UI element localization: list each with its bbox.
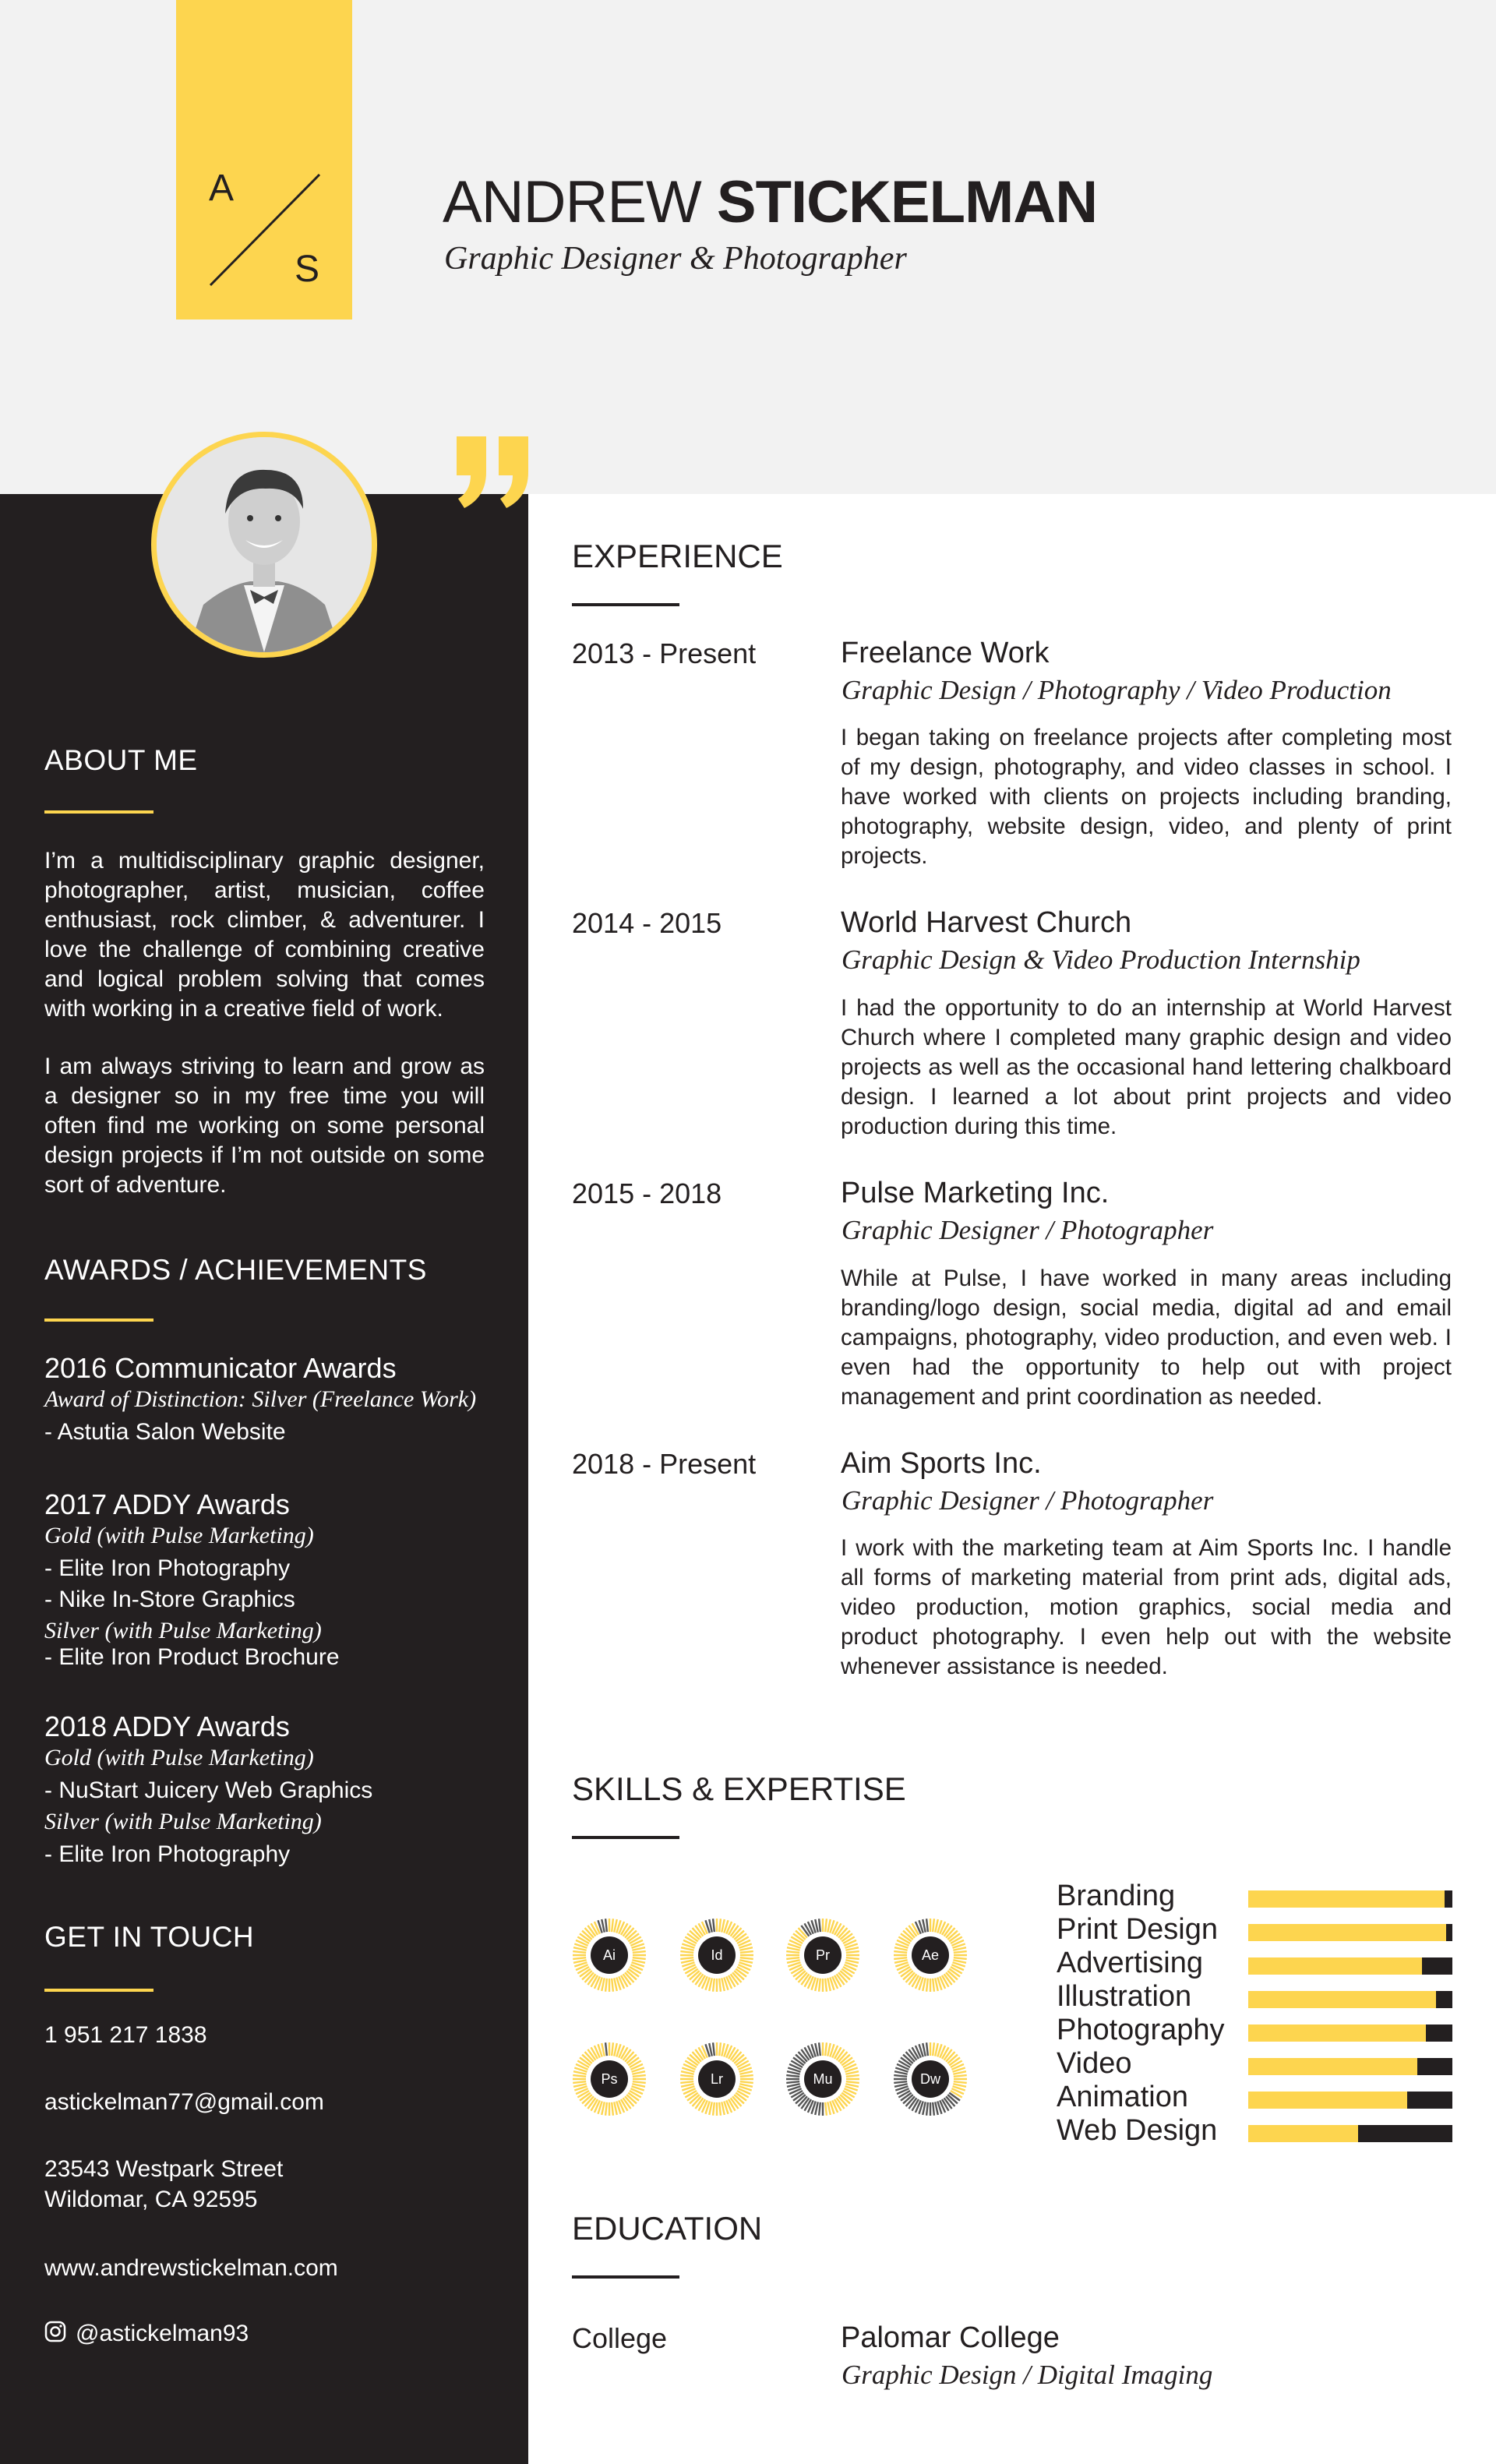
skill-abbr: Id — [711, 1947, 723, 1963]
skill-bar-fill — [1248, 2058, 1417, 2075]
software-skill-ps — [572, 2042, 647, 2116]
skill-bar — [1248, 1991, 1452, 2008]
full-name — [443, 168, 1097, 236]
phone-number[interactable]: 1 951 217 1838 — [44, 2022, 207, 2048]
address-line-1: 23543 Westpark Street — [44, 2156, 284, 2182]
award-note: Gold (with Pulse Marketing) — [44, 1523, 314, 1548]
award-item: - Nike In-Store Graphics — [44, 1587, 295, 1612]
award-note: Silver (with Pulse Marketing) — [44, 1618, 322, 1643]
award-note: Gold (with Pulse Marketing) — [44, 1745, 314, 1770]
job-role: Graphic Design / Photography / Video Production — [842, 675, 1392, 705]
about-paragraph-1: I’m a multidisciplinary graphic designer, photographer, artist, musician, coffee enthusiast, rock climber, & adventurer. I love the challenge of combining creative and logical problem solving that comes with working in a creative field of work. — [44, 848, 485, 1022]
software-skill-dw — [893, 2042, 968, 2116]
quote-mark-icon — [452, 436, 533, 545]
job-role: Graphic Design & Video Production Internship — [842, 944, 1360, 975]
website-link[interactable]: www.andrewstickelman.com — [44, 2255, 338, 2281]
award-item: - Elite Iron Photography — [44, 1555, 291, 1581]
monogram-slash — [176, 0, 352, 319]
school-name: Palomar College — [841, 2321, 1060, 2354]
education-program: Graphic Design / Digital Imaging — [842, 2360, 1213, 2390]
job-role: Graphic Designer / Photographer — [842, 1485, 1214, 1516]
skill-bar-label: Print Design — [1057, 1913, 1218, 1946]
award-note: Award of Distinction: Silver (Freelance Work) — [44, 1386, 477, 1412]
monogram-letter-a: A — [209, 168, 235, 209]
skill-bar — [1248, 1957, 1452, 1975]
skill-bar — [1248, 2092, 1452, 2109]
about-rule — [44, 810, 153, 814]
job-role: Graphic Designer / Photographer — [842, 1215, 1214, 1245]
skill-bar-fill — [1248, 2092, 1407, 2109]
skill-bar-fill — [1248, 1890, 1445, 1908]
software-skill-pr — [785, 1918, 860, 1993]
award-item: - NuStart Juicery Web Graphics — [44, 1777, 373, 1803]
experience-heading: EXPERIENCE — [572, 538, 783, 574]
monogram-block — [176, 0, 352, 319]
skill-bar-label: Photography — [1057, 2014, 1225, 2046]
software-skill-id — [679, 1918, 754, 1993]
software-skill-ae — [893, 1918, 968, 1993]
job-date: 2013 - Present — [572, 637, 757, 669]
skill-abbr: Dw — [920, 2071, 940, 2087]
job-description: I work with the marketing team at Aim Sports Inc. I handle all forms of marketing material from print ads, digital ads, video production, motion graphics, social media and product photography. I even help out with the website whenever assistance is needed. — [841, 1535, 1452, 1679]
skill-abbr: Mu — [813, 2071, 833, 2087]
about-heading: ABOUT ME — [44, 744, 198, 776]
about-paragraph-2: I am always striving to learn and grow as a designer so in my free time you will often find me working on some personal design projects if I’m not outside on some sort of adventure. — [44, 1054, 485, 1198]
skill-bar — [1248, 2025, 1452, 2042]
job-description: I had the opportunity to do an internship at World Harvest Church where I completed many graphic design and video projects as well as the occasional hand lettering chalkboard design. I learned a lot about print projects and video production during this time. — [841, 995, 1452, 1139]
award-note: Silver (with Pulse Marketing) — [44, 1809, 322, 1834]
job-title: Freelance Work — [841, 637, 1050, 669]
award-title: 2017 ADDY Awards — [44, 1488, 290, 1520]
skill-abbr: Pr — [816, 1947, 830, 1963]
job-date: 2015 - 2018 — [572, 1177, 722, 1209]
skill-bar-label: Video — [1057, 2047, 1132, 2080]
award-title: 2016 Communicator Awards — [44, 1352, 397, 1384]
skill-abbr: Lr — [710, 2071, 723, 2087]
job-date: 2018 - Present — [572, 1448, 757, 1480]
job-description: I began taking on freelance projects after completing most of my design, photography, and video classes in school. I have worked with clients on projects including branding, photography, website design, video, and plenty of print projects. — [841, 725, 1452, 869]
awards-heading: AWARDS / ACHIEVEMENTS — [44, 1254, 427, 1286]
skill-bar — [1248, 2125, 1452, 2142]
experience-rule — [572, 603, 679, 606]
skill-bar-label: Advertising — [1057, 1947, 1203, 1979]
contact-heading: GET IN TOUCH — [44, 1921, 255, 1953]
education-rule — [572, 2275, 679, 2279]
award-item: - Elite Iron Photography — [44, 1841, 291, 1867]
skill-bar-label: Illustration — [1057, 1980, 1192, 2013]
award-item: - Elite Iron Product Brochure — [44, 1644, 340, 1670]
skill-bar — [1248, 2058, 1452, 2075]
skills-heading: SKILLS & EXPERTISE — [572, 1770, 906, 1807]
instagram-handle[interactable]: @astickelman93 — [76, 2321, 249, 2346]
education-label: College — [572, 2322, 668, 2354]
job-title: World Harvest Church — [841, 906, 1132, 939]
skill-abbr: Ae — [921, 1947, 940, 1963]
skill-bar-fill — [1248, 1924, 1446, 1941]
job-title: Pulse Marketing Inc. — [841, 1177, 1110, 1209]
skill-bar — [1248, 1890, 1452, 1908]
monogram-letter-s: S — [295, 249, 320, 290]
job-date: 2014 - 2015 — [572, 907, 722, 939]
skill-bar-label: Branding — [1057, 1880, 1176, 1912]
software-skill-mu — [785, 2042, 860, 2116]
job-description: While at Pulse, I have worked in many areas including branding/logo design, social media, digital ad and email campaigns, photography, video production, and even web. I even had the opportunity to help out with project management and print coordination as needed. — [841, 1266, 1452, 1410]
skill-bar-fill — [1248, 1957, 1422, 1975]
skills-rule — [572, 1836, 679, 1839]
portrait-illustration — [157, 437, 372, 652]
profile-photo — [151, 432, 377, 658]
award-item: - Astutia Salon Website — [44, 1419, 286, 1445]
skill-bar-label: Animation — [1057, 2081, 1188, 2113]
instagram-icon — [44, 2321, 66, 2342]
job-title: Aim Sports Inc. — [841, 1447, 1042, 1480]
software-skill-lr — [679, 2042, 754, 2116]
skill-bar-label: Web Design — [1057, 2114, 1218, 2147]
education-heading: EDUCATION — [572, 2210, 763, 2247]
email-link[interactable]: astickelman77@gmail.com — [44, 2089, 324, 2115]
skill-bar-fill — [1248, 1991, 1436, 2008]
contact-rule — [44, 1989, 153, 1992]
skill-bar-fill — [1248, 2025, 1426, 2042]
skill-bar — [1248, 1924, 1452, 1941]
software-skill-ai — [572, 1918, 647, 1993]
skill-abbr: Ps — [601, 2071, 618, 2087]
last-name: STICKELMAN — [716, 169, 1098, 235]
skill-bar-fill — [1248, 2125, 1358, 2142]
skill-abbr: Ai — [602, 1947, 616, 1963]
award-title: 2018 ADDY Awards — [44, 1710, 290, 1742]
first-name: ANDREW — [443, 169, 701, 235]
address-line-2: Wildomar, CA 92595 — [44, 2187, 258, 2212]
job-subtitle: Graphic Designer & Photographer — [444, 241, 907, 277]
awards-rule — [44, 1318, 153, 1322]
